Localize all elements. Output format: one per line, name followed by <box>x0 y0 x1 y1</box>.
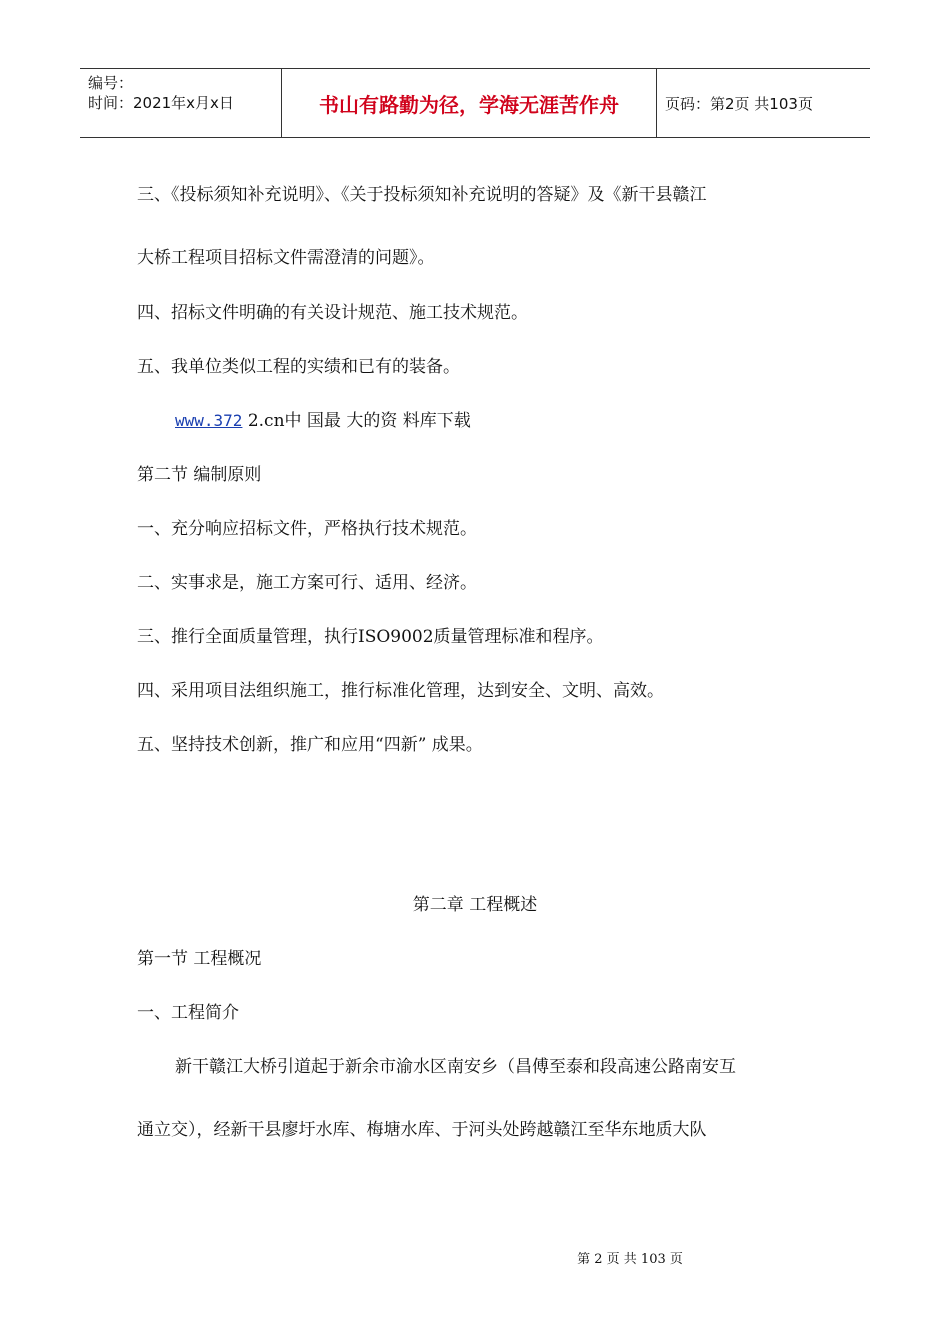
chapter-title: 第二章 工程概述 <box>412 895 538 915</box>
list-item: 二、实事求是，施工方案可行、适用、经济。 <box>137 573 477 593</box>
paragraph: 通立交），经新干县廖圩水库、梅塘水库、于河头处跨越赣江至华东地质大队 <box>137 1120 707 1140</box>
paragraph: 新干赣江大桥引道起于新余市渝水区南安乡（昌傅至泰和段高速公路南安互 <box>175 1057 736 1077</box>
paragraph: 三、《投标须知补充说明》、《关于投标须知补充说明的答疑》及《新干县赣江 <box>137 185 707 205</box>
list-item: 三、推行全面质量管理，执行ISO9002质量管理标准和程序。 <box>137 627 604 647</box>
time-label: 时间：2021年x月x日 <box>88 94 234 112</box>
list-item: 五、坚持技术创新，推广和应用“四新” 成果。 <box>137 735 483 755</box>
link-tail-text: 2.cn中 国最 大的资 料库下载 <box>242 411 471 431</box>
link-line <box>175 406 471 431</box>
paragraph: 大桥工程项目招标文件需澄清的问题》。 <box>137 248 435 268</box>
document-header <box>80 68 870 138</box>
section-heading: 第一节 工程概况 <box>137 949 262 969</box>
website-link[interactable]: www.372 <box>175 411 243 430</box>
section-heading: 第二节 编制原则 <box>137 465 262 485</box>
header-motto: 书山有路勤为径，学海无涯苦作舟 <box>282 69 657 137</box>
paragraph: 四、招标文件明确的有关设计规范、施工技术规范。 <box>137 303 528 323</box>
list-item: 四、采用项目法组织施工，推行标准化管理，达到安全、文明、高效。 <box>137 681 664 701</box>
paragraph: 五、我单位类似工程的实绩和已有的装备。 <box>137 357 460 377</box>
page-footer: 第 2 页 共 103 页 <box>577 1252 683 1267</box>
header-page-label: 页码：第2页 共103页 <box>665 94 813 113</box>
list-item: 一、充分响应招标文件，严格执行技术规范。 <box>137 519 477 539</box>
header-meta <box>80 69 282 137</box>
list-item: 一、工程简介 <box>137 1003 239 1023</box>
number-label: 编号： <box>88 74 134 92</box>
